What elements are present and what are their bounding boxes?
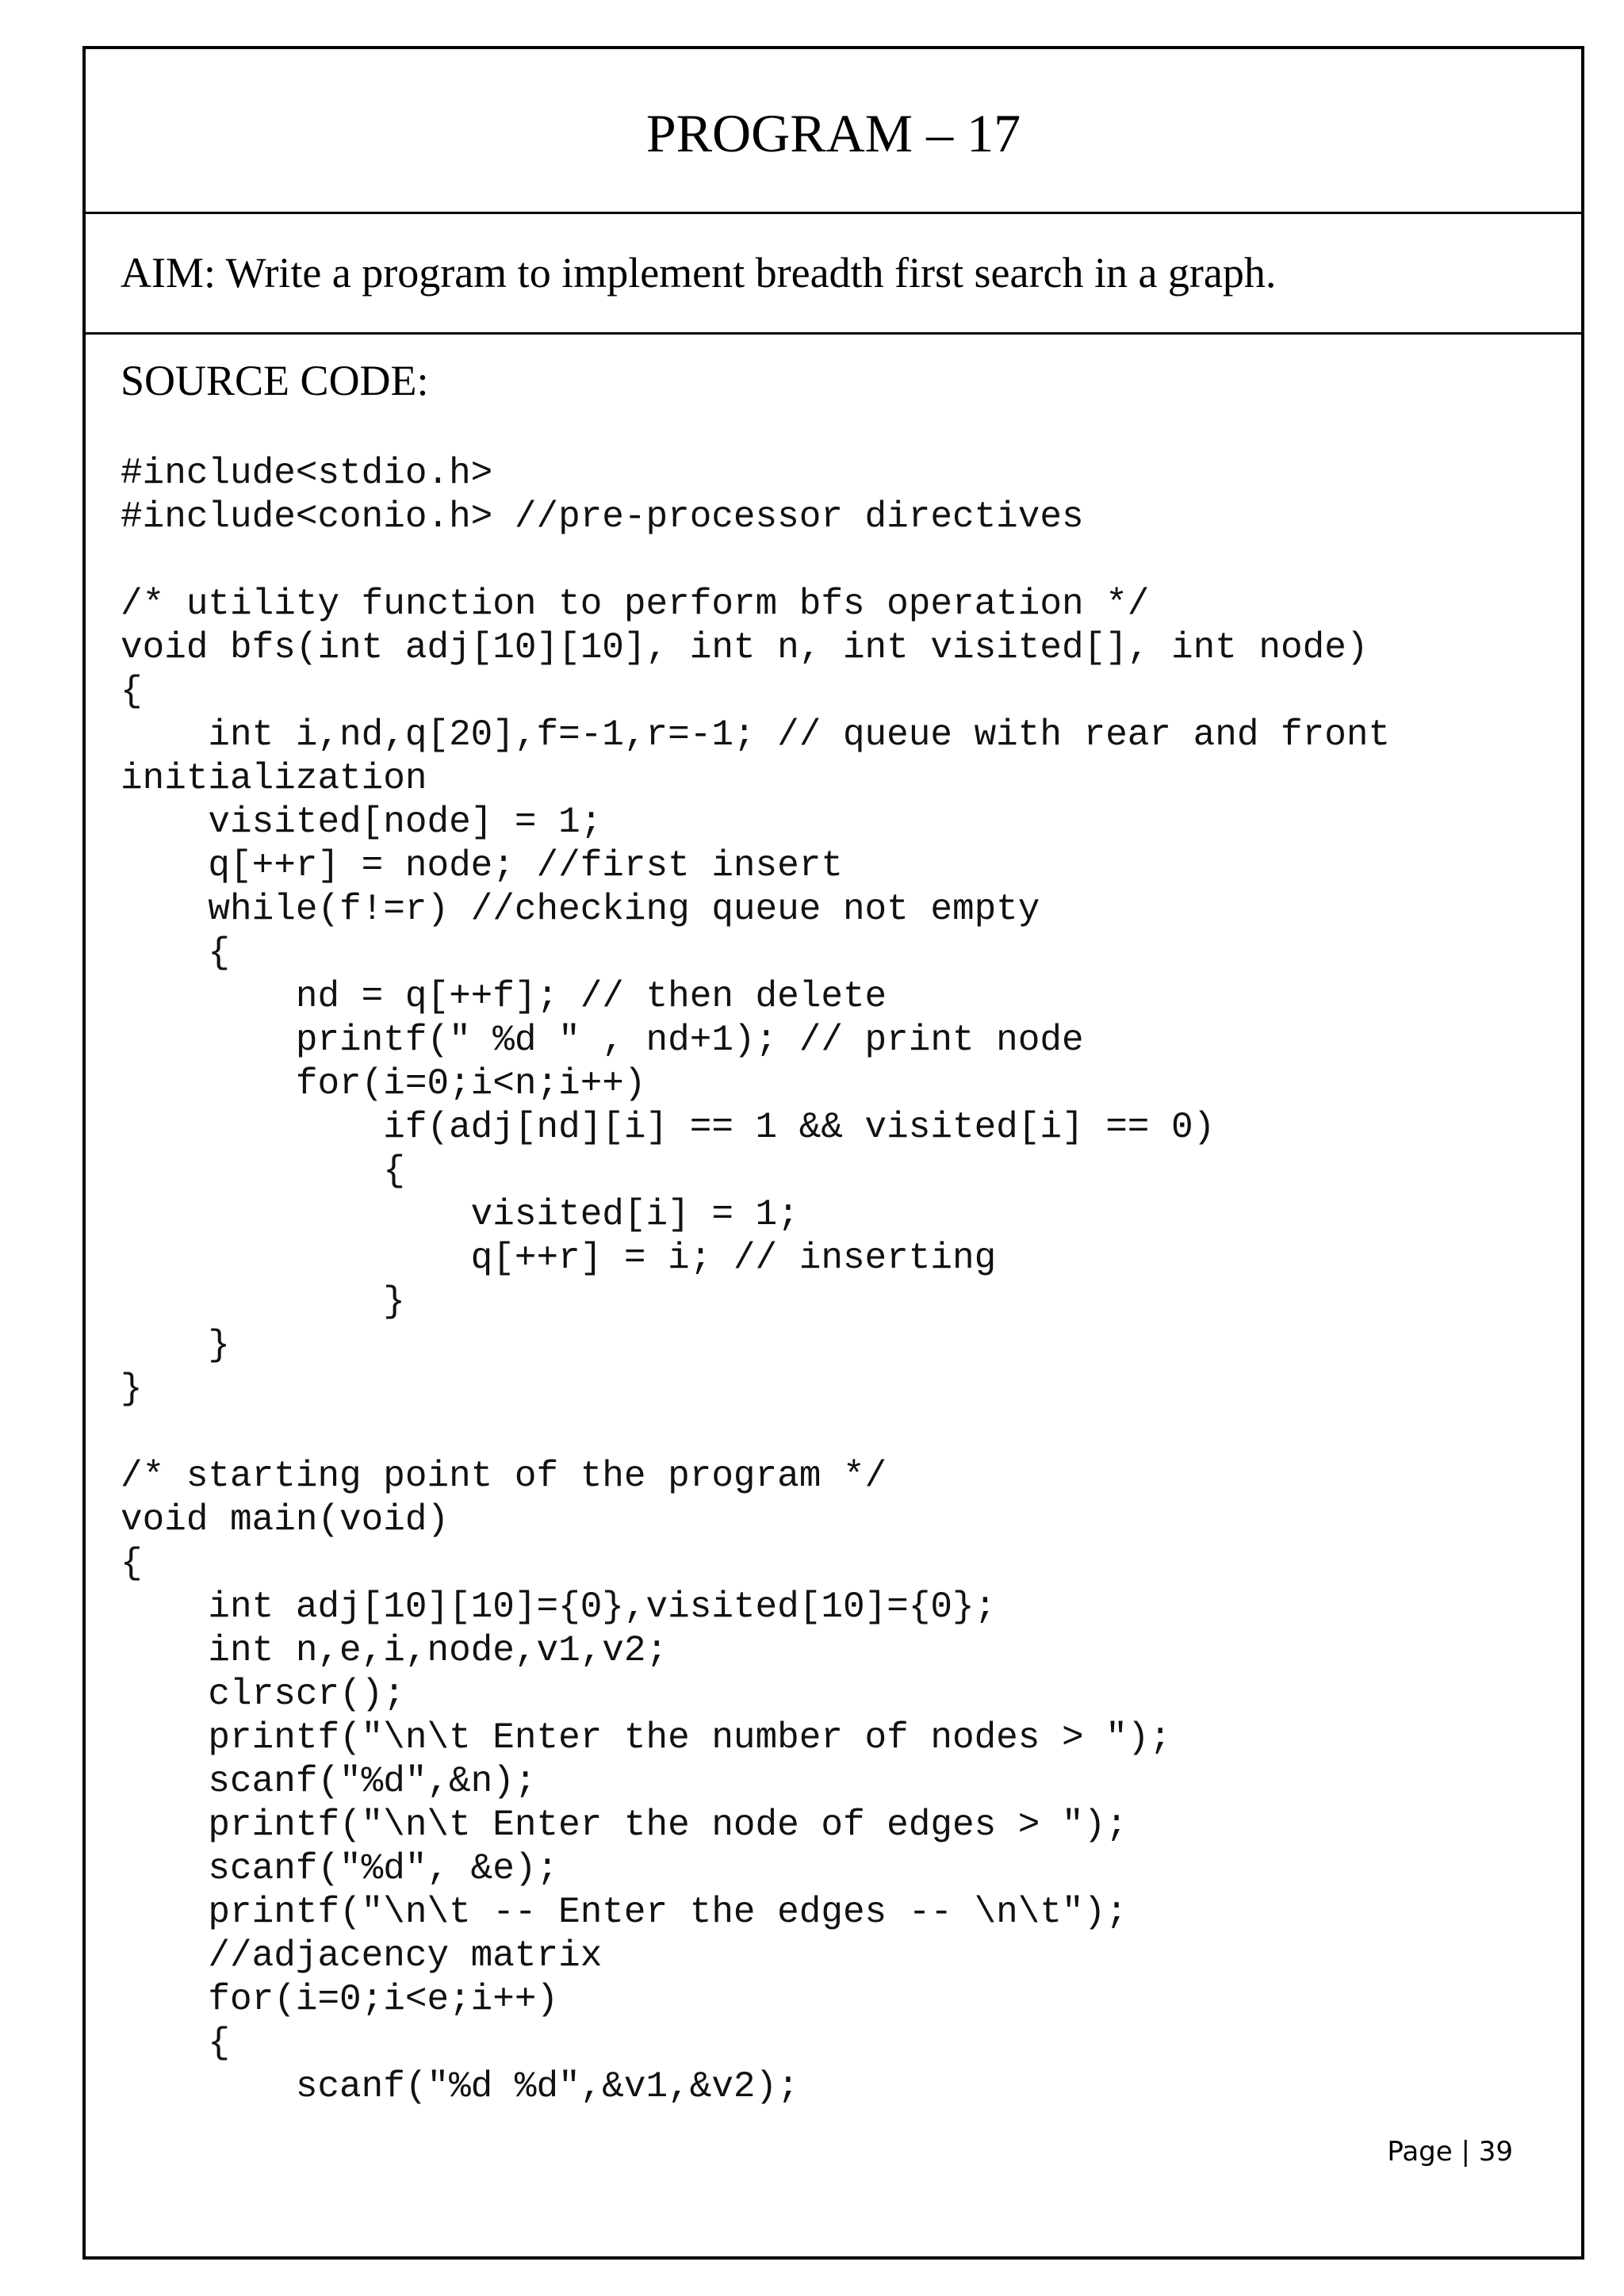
code-line: int adj[10][10]={0},visited[10]={0}; <box>121 1586 997 1628</box>
code-line: void main(void) <box>121 1499 450 1540</box>
code-line: void bfs(int adj[10][10], int n, int visited[], int node) <box>121 627 1369 668</box>
code-line: /* utility function to perform bfs operation */ <box>121 584 1150 625</box>
code-line: for(i=0;i<n;i++) <box>121 1063 646 1104</box>
code-line: { <box>121 671 143 712</box>
code-line: q[++r] = i; // inserting <box>121 1238 997 1279</box>
code-line: printf("\n\t Enter the node of edges > "); <box>121 1804 1128 1846</box>
code-line: scanf("%d %d",&v1,&v2); <box>121 2066 799 2107</box>
code-line: //adjacency matrix <box>121 1935 603 1976</box>
code-line: #include<stdio.h> <box>121 453 493 494</box>
code-line: } <box>121 1368 143 1410</box>
code-line: printf(" %d " , nd+1); // print node <box>121 1020 1084 1061</box>
code-line: int i,nd,q[20],f=-1,r=-1; // queue with rear and front <box>121 714 1391 756</box>
code-line: { <box>121 932 231 974</box>
code-line: } <box>121 1325 231 1366</box>
code-line: printf("\n\t Enter the number of nodes > "); <box>121 1717 1172 1758</box>
code-line: scanf("%d", &e); <box>121 1848 559 1889</box>
code-line: #include<conio.h> //pre-processor directives <box>121 496 1084 538</box>
code-line: q[++r] = node; //first insert <box>121 845 843 886</box>
code-line: { <box>121 2022 231 2064</box>
code-line: initialization <box>121 758 427 799</box>
code-line: visited[i] = 1; <box>121 1194 799 1235</box>
code-line: { <box>121 1543 143 1584</box>
title-section <box>86 49 1581 214</box>
code-line: while(f!=r) //checking queue not empty <box>121 889 1040 930</box>
page-title: PROGRAM – 17 <box>645 103 1021 163</box>
code-line: visited[node] = 1; <box>121 802 603 843</box>
code-line: int n,e,i,node,v1,v2; <box>121 1630 668 1671</box>
page-frame <box>82 46 1584 2260</box>
source-code-label: SOURCE CODE: <box>121 357 429 404</box>
page-number: Page | 39 <box>1387 2136 1513 2168</box>
code-line: { <box>121 1150 405 1192</box>
aim-text: AIM: Write a program to implement breadth first search in a graph. <box>121 249 1277 297</box>
code-line: scanf("%d",&n); <box>121 1761 537 1802</box>
source-code-block <box>121 452 1390 2109</box>
aim-section <box>86 214 1581 335</box>
code-line: nd = q[++f]; // then delete <box>121 976 887 1017</box>
code-line: } <box>121 1281 405 1322</box>
code-line: for(i=0;i<e;i++) <box>121 1979 559 2020</box>
code-line: printf("\n\t -- Enter the edges -- \n\t"); <box>121 1892 1128 1933</box>
code-line: clrscr(); <box>121 1674 405 1715</box>
code-line: if(adj[nd][i] == 1 && visited[i] == 0) <box>121 1107 1216 1148</box>
code-line: /* starting point of the program */ <box>121 1456 887 1497</box>
